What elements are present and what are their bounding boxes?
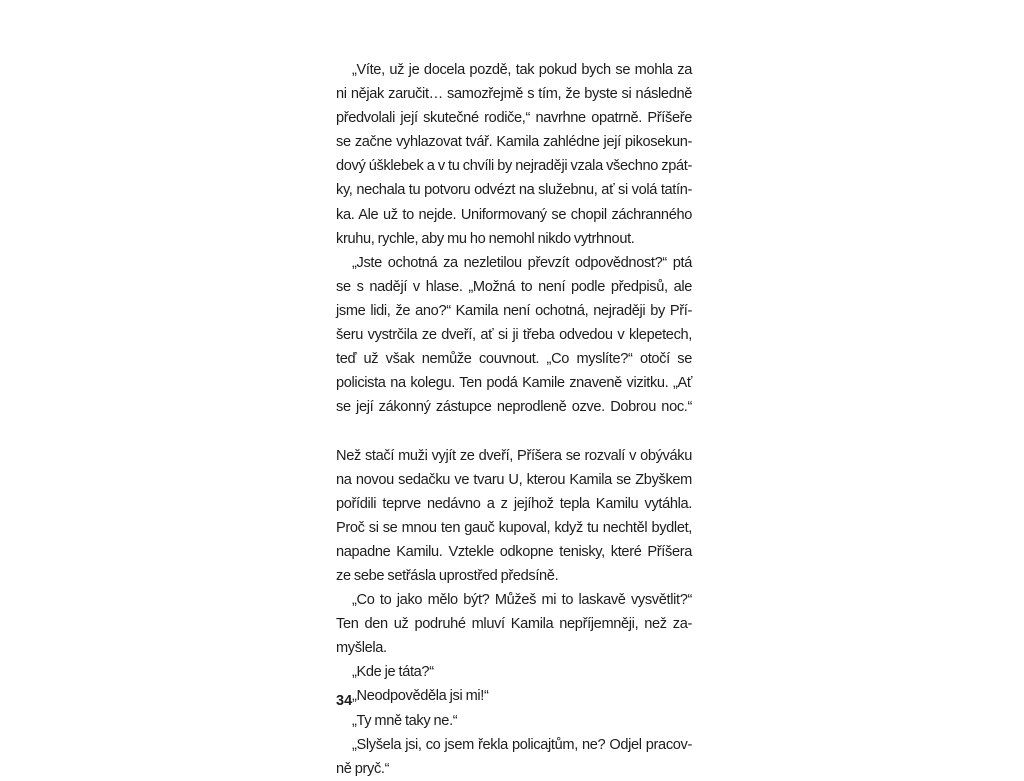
page-number: 34 (336, 693, 353, 709)
text-line: se začne vyhlazovat tvář. Kamila zahlédne její pikosekun- (336, 134, 692, 151)
text-line: „Kde je táta?“ (352, 664, 434, 681)
text-line: Než stačí muži vyjít ze dveří, Příšera se rozvalí v obýváku (336, 447, 692, 464)
text-line: Ten den už podruhé mluví Kamila nepříjemněji, než za- (336, 616, 692, 633)
text-line: „Slyšela jsi, co jsem řekla policajtům, ne? Odjel pracov- (352, 736, 692, 753)
text-line: ka. Ale už to nejde. Uniformovaný se chopil záchranného (336, 206, 692, 223)
body-text (336, 58, 692, 781)
text-line: „Jste ochotná za nezletilou převzít odpovědnost?“ ptá (352, 254, 692, 271)
text-line: šeru vystrčila ze dveří, ať si ji třeba odvedou v klepetech, (336, 327, 692, 344)
text-line: „Neodpověděla jsi mi!“ (352, 688, 489, 705)
text-line: ky, nechala tu potvoru odvézt na služebnu, ať si volá tatín- (336, 182, 692, 199)
text-line: teď už však nemůže couvnout. „Co myslíte?“ otočí se (336, 351, 692, 368)
text-line: ně pryč.“ (336, 760, 390, 777)
text-line: dový úšklebek a v tu chvíli by nejraději vzala všechno zpát- (336, 158, 692, 175)
text-line: kruhu, rychle, aby mu ho nemohl nikdo vytrhnout. (336, 230, 635, 247)
text-line: „Víte, už je docela pozdě, tak pokud bych se mohla za (352, 62, 692, 78)
text-line: jsme lidi, že ano?“ Kamila není ochotná, nejraději by Pří- (336, 302, 692, 319)
text-line: na novou sedačku ve tvaru U, kterou Kamila se Zbyškem (336, 471, 692, 488)
text-line: pořídili teprve nedávno a z jejíhož tepla Kamilu vytáhla. (336, 495, 692, 512)
text-line: „Ty mně taky ne.“ (352, 712, 458, 729)
text-line: se její zákonný zástupce neprodleně ozve. Dobrou noc.“ (336, 399, 692, 416)
text-line: myšlela. (336, 640, 387, 657)
text-line: ze sebe setřásla uprostřed předsíně. (336, 567, 559, 584)
text-line: předvolali její skutečné rodiče,“ navrhne opatrně. Příšeře (336, 110, 692, 127)
text-line: „Co to jako mělo být? Můžeš mi to laskavě vysvětlit?“ (352, 592, 692, 609)
text-line: policista na kolegu. Ten podá Kamile znaveně vizitku. „Ať (336, 375, 692, 392)
text-line: ni nějak zaručit… samozřejmě s tím, že byste si následně (336, 86, 692, 103)
text-line: Proč si se mnou ten gauč kupoval, když tu nechtěl bydlet, (336, 519, 692, 536)
text-line: se s nadějí v hlase. „Možná to není podle předpisů, ale (336, 278, 692, 295)
paragraph-gap (336, 419, 692, 443)
text-line: napadne Kamilu. Vztekle odkopne tenisky, které Příšera (336, 543, 692, 560)
